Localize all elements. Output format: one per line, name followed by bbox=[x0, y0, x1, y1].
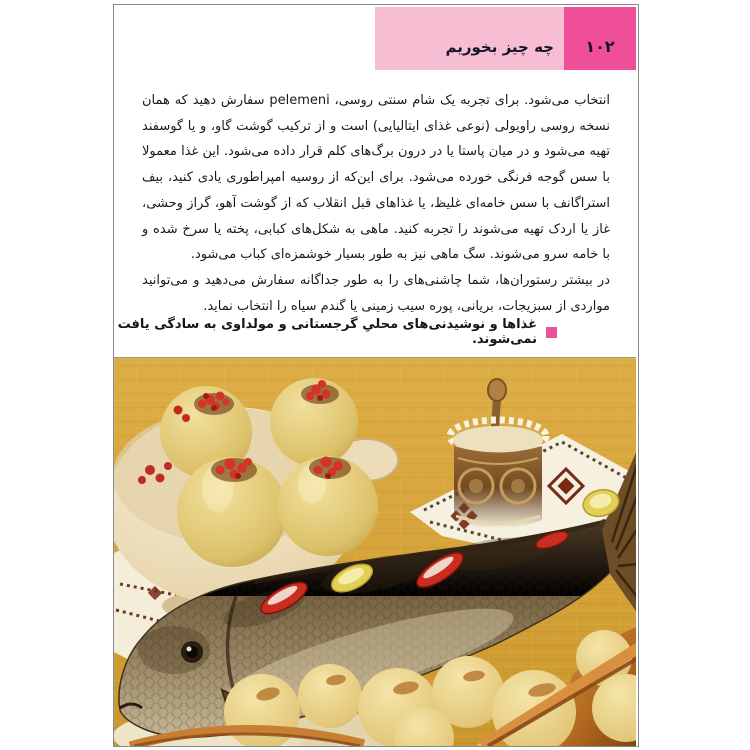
chapter-title: چه چیز بخوریم bbox=[445, 38, 554, 56]
page-number-box bbox=[564, 7, 636, 70]
food-photo bbox=[114, 357, 636, 746]
chapter-header-bar bbox=[375, 7, 564, 70]
paragraph-1: انتخاب می‌شود. برای تجربه یک شام سنتی روسی، pelemeni سفارش دهید که همان نسخه روسی راویولی (نوعی غذای ایتالیایی) است و از ترکیب گوشت گاو، و یا گوسفند تهیه می‌شود و در میان پاستا یا در درون برگ‌های کلم قرار داده می‌شود. این غذا معمولا با سس گوجه فرنگی خورده می‌شود. برای این‌که از روسیه امپراطوری یادی کنید، بیف استراگانف با سس خامه‌ای غلیظ، یا غذاهای قبل انقلاب که از گوشت آهو، گراز وحشی، غاز یا اردک تهیه می‌شوند را تجربه کنید. ماهی به شکل‌های کبابی، پخته یا سرخ شده و با خامه سرو می‌شوند. سگ ماهی نیز به طور بسیار خوشمزه‌ای کباب می‌شود. bbox=[142, 93, 610, 263]
paragraph-2: در بیشتر رستوران‌ها، شما چاشنی‌های را به طور جداگانه سفارش می‌دهید و می‌توانید مواردی از سبزیجات، بریانی، پوره سیب زمینی یا گندم سیاه را انتخاب نماید. bbox=[142, 272, 610, 314]
note-row bbox=[114, 317, 557, 347]
note-text: غذاها و نوشیدنی‌های محلیِ گرجستانی و مولداوی به سادگی یافت نمی‌شوند. bbox=[117, 317, 537, 347]
page bbox=[113, 4, 639, 747]
square-bullet-icon bbox=[546, 327, 557, 338]
page-number: ۱۰۲ bbox=[585, 37, 615, 56]
body-text bbox=[142, 88, 610, 319]
